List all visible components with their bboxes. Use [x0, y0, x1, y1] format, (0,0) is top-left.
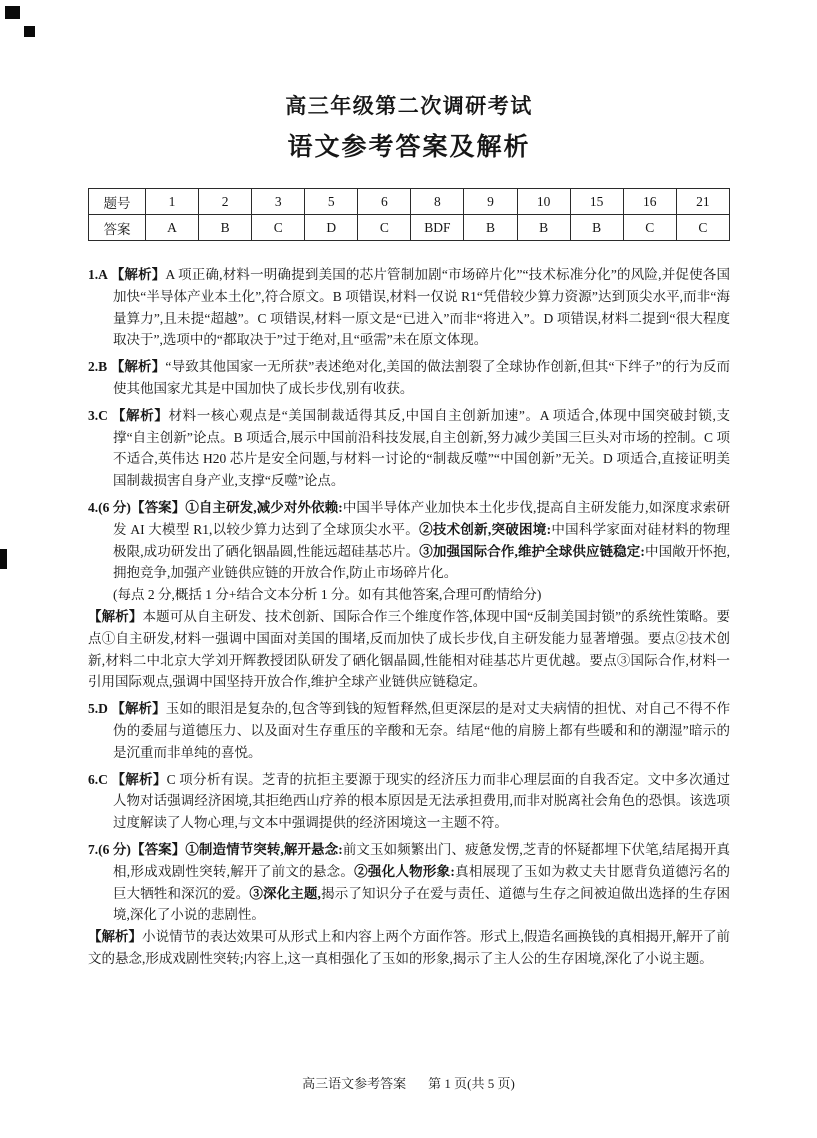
text-segment: 【解析】 — [110, 267, 166, 282]
answer-item — [88, 698, 730, 763]
text-segment: 1.A — [88, 267, 111, 282]
text-segment: 【解析】 — [110, 359, 166, 375]
table-header-answer: 答案 — [89, 215, 146, 241]
document-content — [88, 0, 730, 975]
answer-table — [88, 188, 730, 241]
text-segment: 【答案】 — [130, 499, 186, 515]
answer-item — [88, 356, 730, 400]
scan-artifact — [24, 26, 35, 37]
table-cell: 9 — [464, 189, 517, 215]
text-segment: 中国科学家面对硅材料的物理极限,成功研发出了硒化铟晶圆,性能远超硅基芯片。 — [113, 521, 731, 559]
text-segment: 材料一核心观点是“美国制裁适得其反,中国自主创新加速”。A 项适合,体现中国突破封锁,支撑“自主创新”论点。B 项适合,展示中国前沿科技发展,自主创新,努力减少美国三巨头对市场的控制。C 项不适合,英伟达 H20 芯片是安全问题,与材料一讨论的“制裁反噬”“中国创新”无关。D 项适合,直接证明美国制裁损害自身产业,支撑“反噬”论点。 — [113, 407, 730, 489]
text-segment: 【解析】 — [111, 701, 166, 717]
paragraph — [88, 698, 730, 763]
text-segment: 【解析】 — [88, 929, 143, 945]
paragraph — [88, 839, 730, 926]
paragraph — [88, 769, 730, 834]
paragraph — [88, 356, 730, 400]
text-segment: 5.D — [88, 701, 112, 717]
scan-artifact — [0, 549, 7, 569]
table-cell: B — [517, 215, 570, 241]
text-segment: 玉如的眼泪是复杂的,包含等到钱的短暂释然,但更深层的是对丈夫病情的担忧、对自己不得不作伪的委屈与道德压力、以及面对生存重压的辛酸和无奈。结尾“他的肩膀上都有些暖和和的潮湿”暗示的是沉重而非单纯的喜悦。 — [113, 701, 731, 760]
page-subtitle: 语文参考答案及解析 — [287, 134, 531, 161]
paragraph — [88, 584, 730, 606]
text-segment: 3.C — [88, 407, 112, 423]
text-segment: “导致其他国家一无所获”表述绝对化,美国的做法割裂了全球协作创新,但其“下绊子”的行为反而使其他国家尤其是中国加快了成长步伐,别有收获。 — [113, 359, 731, 396]
text-segment: 【答案】 — [130, 841, 186, 857]
table-cell: C — [252, 215, 305, 241]
text-segment: ①自主研发,减少对外依赖: — [185, 499, 343, 515]
table-row-numbers — [89, 189, 730, 215]
table-cell: 16 — [623, 189, 676, 215]
answer-item — [88, 405, 730, 492]
table-cell: 3 — [252, 189, 305, 215]
table-cell: B — [199, 215, 252, 241]
text-segment: 【解析】 — [111, 771, 167, 787]
table-cell: C — [623, 215, 676, 241]
text-segment: 本题可从自主研发、技术创新、国际合作三个维度作答,体现中国“反制美国封锁”的系统性策略。要点①自主研发,材料一强调中国面对美国的围堵,反而加快了成长步伐,自主研发能力显著增强。要点②技术创新,材料二中北京大学刘开辉教授团队研发了硒化铟晶圆,性能相对硅基芯片更优越。要点③国际合作,材料一引用国际观点,强调中国坚持开放合作,维护全球产业链供应链稳定。 — [88, 608, 731, 690]
text-segment: ②技术创新,突破困境: — [419, 521, 552, 537]
text-segment: ③加强国际合作,维护全球供应链稳定: — [419, 543, 645, 559]
table-cell: 8 — [411, 189, 464, 215]
page-footer — [0, 1073, 817, 1092]
text-segment: 7.(6 分) — [88, 841, 131, 857]
paragraph — [88, 497, 730, 584]
table-cell: D — [305, 215, 358, 241]
table-cell: A — [146, 215, 199, 241]
text-segment: A 项正确,材料一明确提到美国的芯片管制加剧“市场碎片化”“技术标准分化”的风险,并促使各国加快“半导体产业本土化”,符合原文。B 项错误,材料一仅说 R1“凭借较少算力资源”达到顶尖水平,而非“海量算力”,且未提“超越”。C 项错误,材料一原文是“已进入”而非“将进入”。D 项错误,材料二提到“很大程度取决于”,选项中的“都取决于”过于绝对,且“亟需”未在原文体现。 — [113, 267, 730, 348]
answer-item — [88, 839, 730, 970]
text-segment: 【解析】 — [111, 407, 169, 423]
table-cell: 1 — [146, 189, 199, 215]
table-cell: C — [676, 215, 729, 241]
paragraph — [88, 926, 730, 970]
table-cell: BDF — [411, 215, 464, 241]
text-segment: (每点 2 分,概括 1 分+结合文本分析 1 分。如有其他答案,合理可酌情给分) — [113, 587, 542, 603]
text-segment: C 项分析有误。芝青的抗拒主要源于现实的经济压力而非心理层面的自我否定。文中多次通过人物对话强调经济困境,其拒绝西山疗养的根本原因是无法承担费用,而非对脱离社会角色的恐惧。该选项过度解读了人物心理,与文本中强调提供的经济困境这一主题不符。 — [113, 771, 731, 831]
text-segment: 2.B — [88, 359, 111, 375]
scan-artifact — [5, 6, 20, 19]
page-title: 高三年级第二次调研考试 — [285, 94, 533, 118]
text-segment: 【解析】 — [88, 608, 143, 624]
footer-document-label: 高三语文参考答案 — [302, 1076, 407, 1091]
text-segment: 中国半导体产业加快本土化步伐,提高自主研发能力,如深度求索研发 AI 大模型 R1,以较少算力达到了全球顶尖水平。 — [113, 499, 731, 537]
paragraph — [88, 405, 730, 492]
table-cell: 21 — [676, 189, 729, 215]
table-cell: 2 — [199, 189, 252, 215]
table-cell: C — [358, 215, 411, 241]
text-segment: ②强化人物形象: — [354, 863, 455, 879]
table-cell: 10 — [517, 189, 570, 215]
text-segment: 真相展现了玉如为救丈夫甘愿背负道德污名的巨大牺牲和深沉的爱。 — [113, 863, 731, 901]
answer-item — [88, 264, 730, 351]
text-segment: 小说情节的表达效果可从形式上和内容上两个方面作答。形式上,假造名画换钱的真相揭开,解开了前文的悬念,形成戏剧性突转;内容上,这一真相强化了玉如的形象,揭示了主人公的生存困境,深化了小说主题。 — [88, 929, 730, 966]
answer-items — [88, 264, 730, 970]
table-cell: 5 — [305, 189, 358, 215]
answer-item — [88, 769, 730, 834]
table-cell: 6 — [358, 189, 411, 215]
table-header-number: 题号 — [89, 189, 146, 215]
footer-page-number: 第 1 页(共 5 页) — [428, 1076, 515, 1091]
text-segment: ③深化主题, — [249, 885, 321, 901]
paragraph — [88, 264, 730, 351]
table-cell: B — [464, 215, 517, 241]
answer-item — [88, 497, 730, 693]
table-cell: 15 — [570, 189, 623, 215]
text-segment: 揭示了知识分子在爱与责任、道德与生存之间被迫做出选择的生存困境,深化了小说的悲剧性。 — [113, 885, 731, 923]
text-segment: 4.(6 分) — [88, 499, 131, 515]
paragraph — [88, 606, 730, 693]
table-row-answers — [89, 215, 730, 241]
text-segment: 中国敞开怀抱,拥抱竞争,加强产业链供应链的开放合作,防止市场碎片化。 — [113, 543, 731, 581]
text-segment: ①制造情节突转,解开悬念: — [185, 841, 343, 857]
text-segment: 前文玉如频繁出门、疲惫发愣,芝青的怀疑都埋下伏笔,结尾揭开真相,形成戏剧性突转,解开了前文的悬念。 — [113, 841, 731, 879]
table-cell: B — [570, 215, 623, 241]
text-segment: 6.C — [88, 771, 112, 787]
